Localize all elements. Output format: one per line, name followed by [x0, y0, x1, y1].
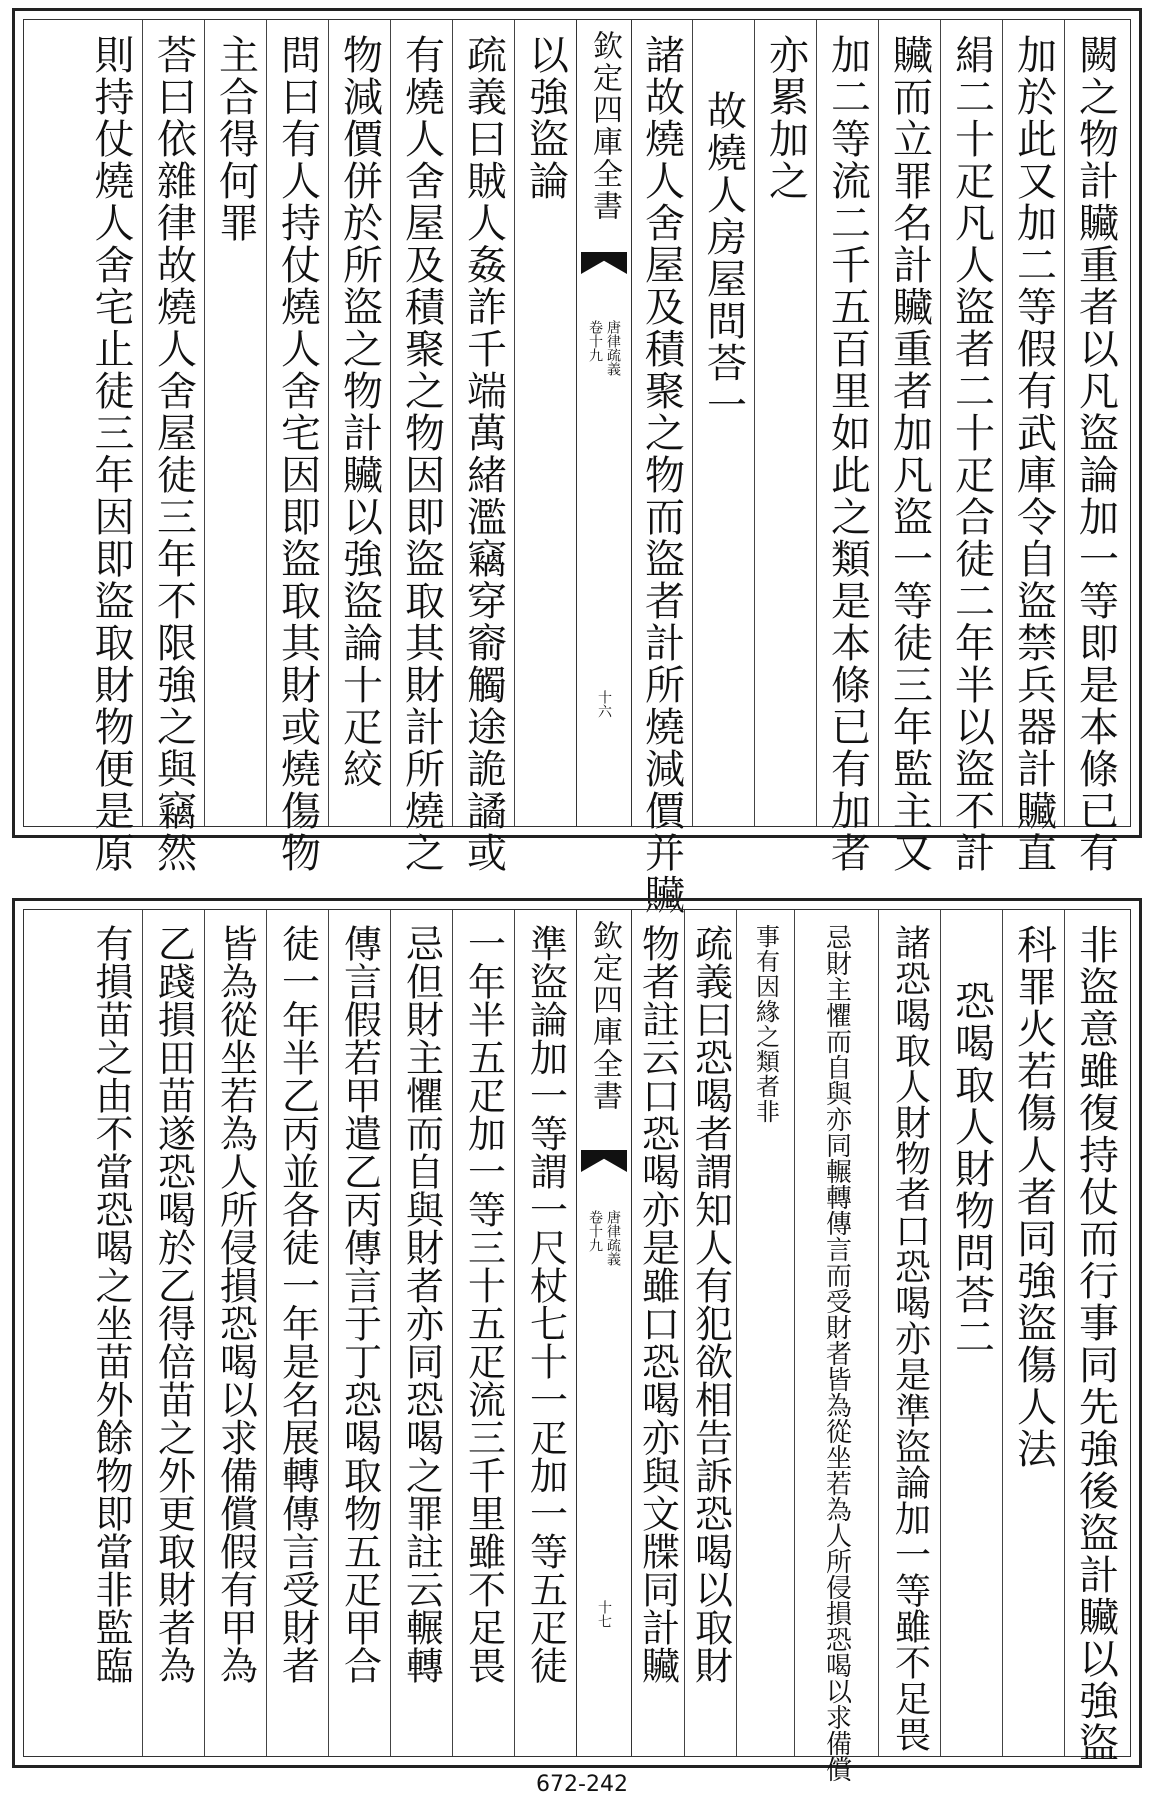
commentary-text: 忌財主懼而自與亦同輾轉傳言而受財者皆為從坐若為人所侵損恐喝以求備償: [821, 924, 852, 1782]
column-text: 加二等流二千五百里如此之類是本條已有加者: [824, 34, 871, 874]
fish-tail-ornament: [581, 1150, 627, 1172]
column-text: 徒一年半乙丙並各徒一年是名展轉傳言受財者: [275, 924, 320, 1684]
column-text: 故燒人房屋問荅一: [700, 90, 747, 426]
column-text: 物減價併於所盜之物計贜以強盜論十疋絞: [336, 34, 383, 790]
center-fold: [576, 20, 632, 826]
column-text: 恐喝取人財物問荅二: [948, 980, 995, 1358]
column-text: 亦累加之: [762, 34, 809, 202]
text-column: [204, 20, 266, 826]
text-column: [452, 20, 514, 874]
text-column: [390, 20, 452, 874]
column-text: 主合得何罪: [212, 34, 259, 244]
column-text: 諸恐喝取人財物者口恐喝亦是準盜論加一等雖不足畏: [889, 924, 931, 1752]
text-column: [692, 20, 754, 826]
column-text: 則持仗燒人舍宅止徒三年因即盜取財物便是原: [88, 34, 134, 874]
column-text: 疏義曰賊人姦詐千端萬緒濫竊穿窬觸途詭譎或: [460, 34, 507, 874]
text-column: [266, 910, 328, 1756]
text-column: [754, 20, 816, 826]
text-column: [142, 20, 204, 874]
text-column: [204, 910, 266, 1756]
folio-number: 十七: [596, 1600, 612, 1628]
book-title: 欽定四庫全書: [587, 30, 622, 222]
text-column: [1002, 910, 1064, 1756]
text-column: [794, 910, 878, 1782]
text-column: [328, 20, 390, 826]
volume-label: 卷十九: [587, 1210, 603, 1252]
column-text: 加於此又加二等假有武庫令自盜禁兵器計贜直: [1010, 34, 1057, 874]
text-column: [266, 20, 328, 874]
text-column: [878, 20, 940, 874]
text-column: [684, 910, 736, 1756]
commentary-text: 事有因緣之類者非: [751, 924, 780, 1124]
text-column: [328, 910, 390, 1756]
text-column: [390, 910, 452, 1756]
page-number: 672-242: [536, 1772, 628, 1797]
text-column: [1064, 20, 1126, 874]
column-text: 有損苗之由不當恐喝之坐苗外餘物即當非監臨: [89, 924, 133, 1684]
fish-tail-ornament: [581, 252, 627, 274]
column-text: 諸故燒人舍屋及積聚之物而盜者計所燒減價并贜: [638, 34, 685, 916]
column-text: 以強盜論: [522, 34, 569, 202]
center-fold: [576, 910, 632, 1756]
column-text: 一年半五疋加一等三十五疋流三千里雖不足畏: [461, 924, 506, 1684]
text-column: [1064, 910, 1126, 1764]
column-text: 忌但財主懼而自與財者亦同恐喝之罪註云輾轉: [399, 924, 444, 1684]
text-column: [514, 910, 576, 1756]
top-page-frame: [23, 19, 1131, 916]
column-text: 有燒人舍屋及積聚之物因即盜取其財計所燒之: [398, 34, 445, 874]
text-column: [878, 910, 940, 1756]
text-column: [142, 910, 204, 1756]
top-page: [12, 8, 1142, 916]
text-column: [736, 910, 794, 1756]
bottom-page: [12, 898, 1142, 1782]
column-text: 問曰有人持仗燒人舍宅因即盜取其財或燒傷物: [274, 34, 321, 874]
column-text: 準盜論加一等謂一尺杖七十一疋加一等五疋徒: [523, 924, 568, 1684]
column-text: 贜而立罪名計贜重者加凡盜一等徒三年監主又: [886, 34, 933, 874]
column-text: 闕之物計贜重者以凡盜論加一等即是本條已有: [1072, 34, 1119, 874]
column-text: 非盜意雖復持仗而行事同先強後盜計贜以強盜: [1072, 924, 1119, 1764]
text-column: [514, 20, 576, 826]
bottom-page-frame: [23, 909, 1131, 1782]
column-text: 乙踐損田苗遂恐喝於乙得倍苗之外更取財者為: [151, 924, 196, 1684]
book-label: 唐律疏義: [605, 320, 621, 376]
text-column: [630, 910, 684, 1756]
volume-label: 卷十九: [587, 320, 603, 362]
text-column: [1002, 20, 1064, 874]
text-column: [452, 910, 514, 1756]
column-text: 皆為從坐若為人所侵損恐喝以求備償假有甲為: [213, 924, 258, 1684]
text-column: [80, 910, 142, 1756]
text-column: [80, 20, 142, 874]
text-column: [630, 20, 692, 916]
book-label: 唐律疏義: [605, 1210, 621, 1266]
book-title: 欽定四庫全書: [587, 920, 622, 1112]
text-column: [816, 20, 878, 874]
column-text: 荅曰依雜律故燒人舍屋徒三年不限強之與竊然: [150, 34, 197, 874]
column-text: 物者註云口恐喝亦是雖口恐喝亦與文牒同計贜: [635, 924, 680, 1684]
column-text: 疏義曰恐喝者謂知人有犯欲相告訴恐喝以取財: [688, 924, 733, 1684]
folio-number: 十六: [596, 690, 612, 718]
column-text: 絹二十疋凡人盜者二十疋合徒二年半以盜不計: [948, 34, 995, 874]
column-text: 傳言假若甲遣乙丙傳言于丁恐喝取物五疋甲合: [337, 924, 382, 1684]
column-text: 科罪火若傷人者同強盜傷人法: [1010, 924, 1057, 1470]
text-column: [940, 20, 1002, 874]
text-column: [940, 910, 1002, 1756]
